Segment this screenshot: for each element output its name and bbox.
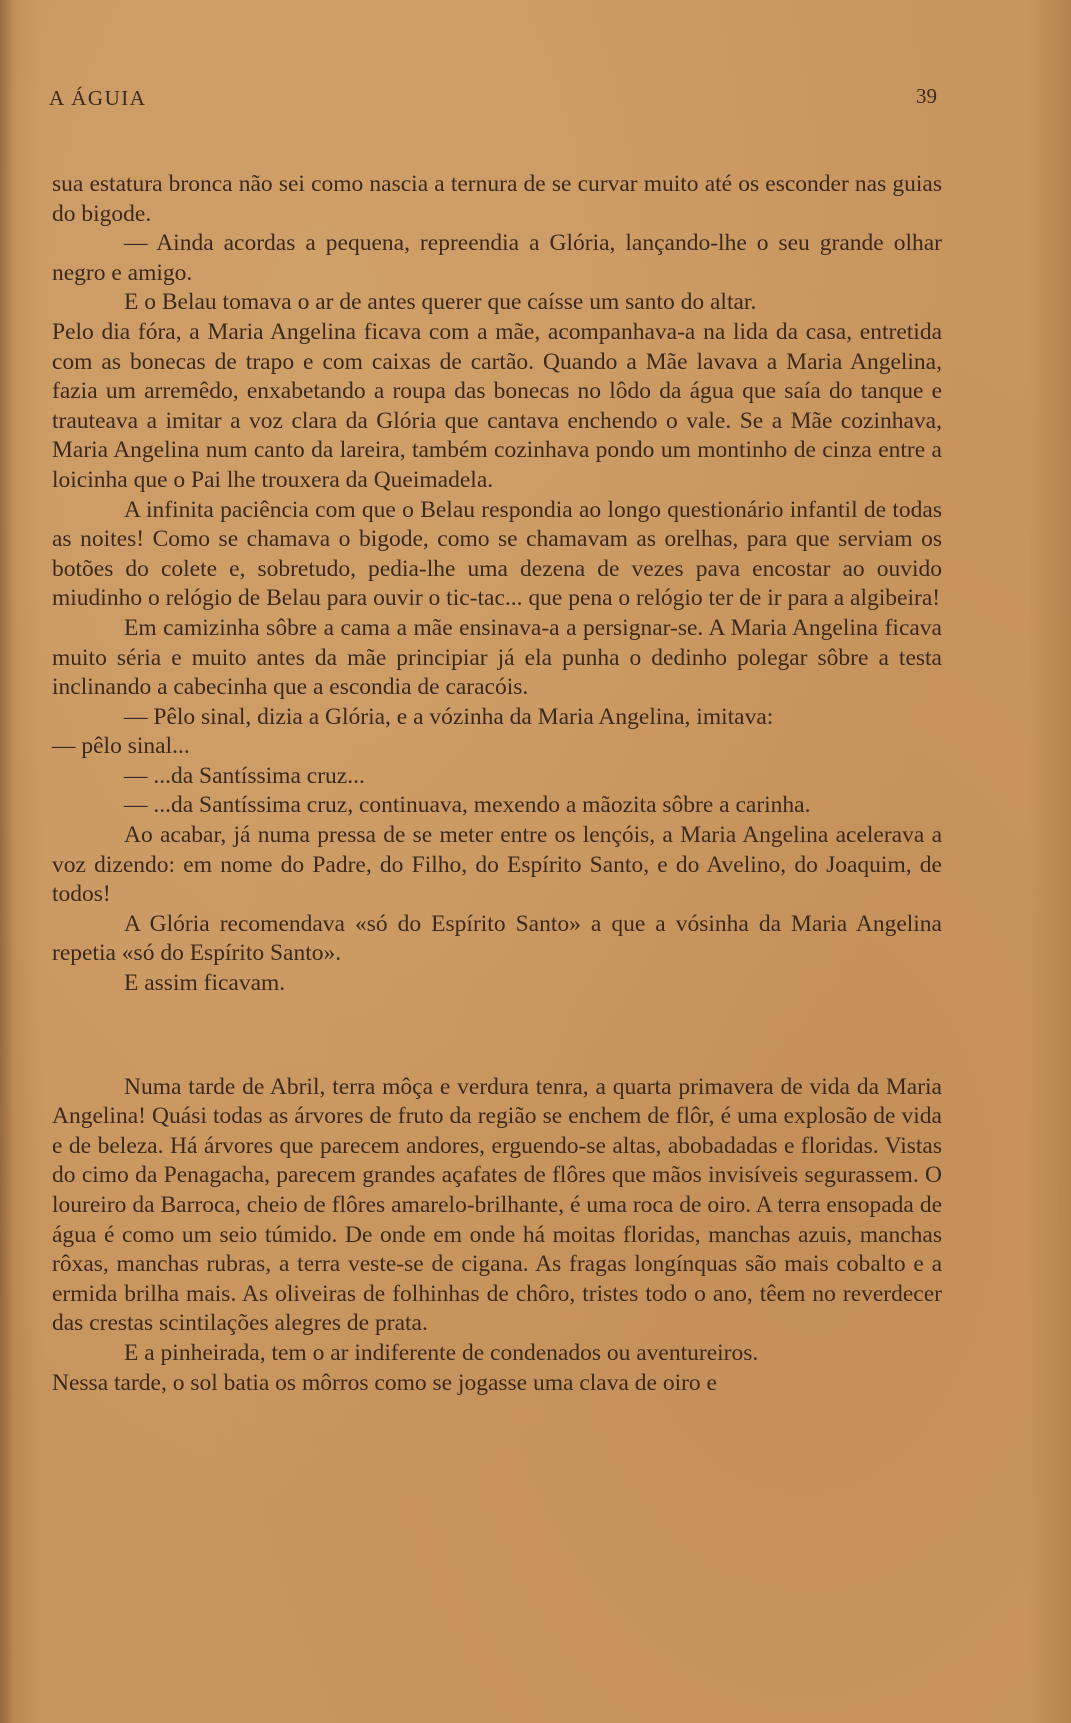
paragraph: — Ainda acordas a pequena, repreendia a Glória, lançando-lhe o seu grande olhar negro e amigo.: [52, 230, 942, 286]
paragraph: Em camizinha sôbre a cama a mãe ensinava-a a persignar-se. A Maria Angelina ficava muito séria e muito antes da mãe principiar já ela punha o dedinho polegar sôbre a testa inclinando a cabecinha que a escondia de caracóis.: [52, 614, 942, 701]
paragraph: Pelo dia fóra, a Maria Angelina ficava com a mãe, acompanhava-a na lida da casa, entretida com as bonecas de trapo e com caixas de cartão. Quando a Mãe lavava a Maria Angelina, fazia um arremêdo, enxabetando a roupa das bonecas no lôdo da água que saía do tanque e trauteava a imitar a voz clara da Glória que cantava enchendo o vale. Se a Mãe cozinhava, Maria Angelina num canto da lareira, também cozinhava pondo um montinho de cinza entre a loicinha que o Pai lhe trouxera da Queimadela.: [52, 318, 942, 493]
page-edge-shadow: [0, 0, 14, 1723]
paragraph: A Glória recomendava «só do Espírito Santo» a que a vósinha da Maria Angelina repetia «só do Espírito Santo».: [52, 910, 942, 967]
running-head: [49, 86, 937, 116]
paragraph: A infinita paciência com que o Belau respondia ao longo questionário infantil de todas as noites! Como se chamava o bigode, como se chamavam as orelhas, para que serviam os botões do colete e, sobretudo, pedia-lhe uma dezena de vezes pava encostar ao ouvido miudinho o relógio de Belau para ouvir o tic-tac... que pena o relógio ter de ir para a algibeira!: [52, 496, 942, 612]
body-text: [52, 170, 942, 1398]
paragraph: — ...da Santíssima cruz, continuava, mexendo a mãozita sôbre a carinha.: [124, 792, 811, 819]
section-break: [52, 999, 942, 1073]
paragraph: Numa tarde de Abril, terra môça e verdura tenra, a quarta primavera de vida da Maria Angelina! Quási todas as árvores de fruto da região se enchem de flôr, é uma explosão de vida e de beleza. Há árvores que parecem andores, erguendo-se altas, abobadadas e floridas. Vistas do cimo da Penagacha, parecem grandes açafates de flôres que mãos invisíveis segurassem. O loureiro da Barroca, cheio de flôres amarelo-brilhante, é uma roca de oiro. A terra ensopada de água é como um seio túmido. De onde em onde há moitas floridas, manchas azuis, manchas rôxas, manchas rubras, a terra veste-se de cigana. As fragas longínquas são mais cobalto e a ermida brilha mais. As oliveiras de folhinhas de chôro, tristes todo o ano, têem no reverdecer das crestas scintilações alegres de prata.: [52, 1073, 942, 1337]
paragraph: E a pinheirada, tem o ar indiferente de condenados ou aventureiros.: [124, 1339, 759, 1366]
page-number: 39: [916, 84, 937, 108]
paragraph: — Pêlo sinal, dizia a Glória, e a vózinha da Maria Angelina, imitava:: [124, 703, 774, 730]
paragraph: Nessa tarde, o sol batia os môrros como se jogasse uma clava de oiro e: [52, 1369, 717, 1396]
paragraph: — pêlo sinal...: [52, 733, 190, 760]
paragraph: Ao acabar, já numa pressa de se meter entre os lençóis, a Maria Angelina acelerava a voz dizendo: em nome do Padre, do Filho, do Espírito Santo, e do Avelino, do Joaquim, de todos!: [52, 822, 942, 908]
paragraph: sua estatura bronca não sei como nascia a ternura de se curvar muito até os esconder nas guias do bigode.: [52, 171, 942, 227]
journal-title: A ÁGUIA: [49, 86, 147, 110]
paragraph: E assim ficavam.: [124, 970, 286, 997]
paragraph: E o Belau tomava o ar de antes querer que caísse um santo do altar.: [124, 289, 757, 316]
paragraph: — ...da Santíssima cruz...: [124, 762, 365, 789]
